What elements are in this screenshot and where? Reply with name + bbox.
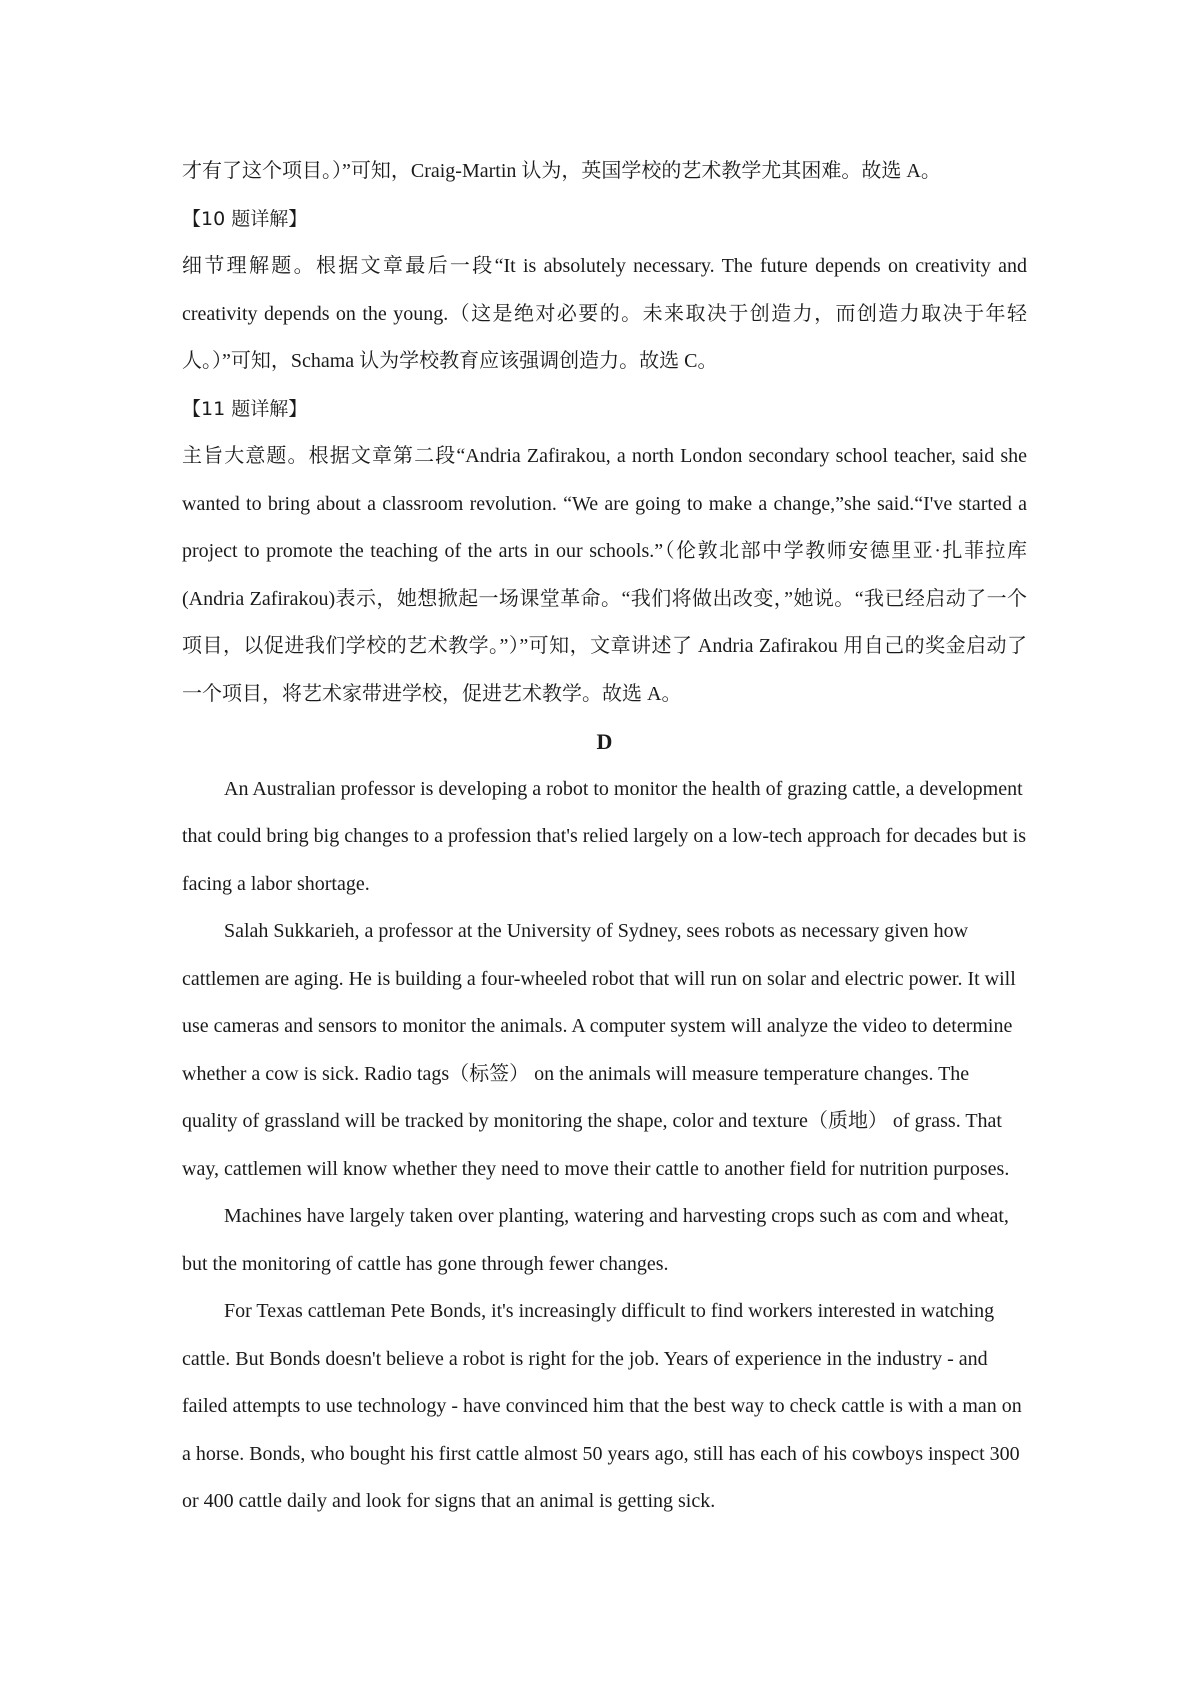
passage-paragraph: Machines have largely taken over planting, watering and harvesting crops such as com and wheat, but the monitoring of cattle has gone through fewer changes.: [182, 1205, 1009, 1275]
q9-explanation-tail: 才有了这个项目。）”可知，Craig-Martin 认为，英国学校的艺术教学尤其困难。故选 A。: [182, 160, 941, 182]
passage-letter: D: [596, 729, 613, 754]
passage-paragraph: For Texas cattleman Pete Bonds, it's increasingly difficult to find workers interested in watching cattle. But Bonds doesn't believe a robot is right for the job. Years of experience in the industry - and failed attempts to use technology - have convinced him that the best way to check cattle is with a man on a horse. Bonds, who bought his first cattle almost 50 years ago, still has each of his cowboys inspect 300 or 400 cattle daily and look for signs that an animal is getting sick.: [182, 1300, 1022, 1512]
passage-paragraph: Salah Sukkarieh, a professor at the University of Sydney, sees robots as necessary given how cattlemen are aging. He is building a four-wheeled robot that will run on solar and electric power. It will use cameras and sensors to monitor the animals. A computer system will analyze the video to determine whether a cow is sick. Radio tags（标签） on the animals will measure temperature changes. The quality of grassland will be tracked by monitoring the shape, color and texture（质地） of grass. That way, cattlemen will know whether they need to move their cattle to another field for nutrition purposes.: [182, 920, 1016, 1180]
passage-paragraph: An Australian professor is developing a robot to monitor the health of grazing cattle, a development that could bring big changes to a profession that's relied largely on a low-tech approach for decades but is facing a labor shortage.: [182, 777, 1027, 895]
q11-explanation: 主旨大意题。根据文章第二段“Andria Zafirakou, a north London secondary school teacher, said she wanted to bring about a classroom revolution. “We are going to make a change,”she said.“I've started a project to promote the teaching of the arts in our schools.”（伦敦北部中学教师安德里亚·扎菲拉库(Andria Zafirakou)表示，她想掀起一场课堂革命。“我们将做出改变，”她说。“我已经启动了一个项目，以促进我们学校的艺术教学。”）”可知，文章讲述了 Andria Zafirakou 用自己的奖金启动了一个项目，将艺术家带进学校，促进艺术教学。故选 A。: [182, 445, 1027, 705]
q10-heading: 【10 题详解】: [182, 207, 308, 230]
q10-explanation: 细节理解题。根据文章最后一段“It is absolutely necessary. The future depends on creativity and creativity depends on the young.（这是绝对必要的。未来取决于创造力，而创造力取决于年轻人。）”可知，Schama 认为学校教育应该强调创造力。故选 C。: [182, 255, 1027, 372]
q11-heading: 【11 题详解】: [182, 397, 308, 420]
document-page: [182, 148, 1027, 1526]
